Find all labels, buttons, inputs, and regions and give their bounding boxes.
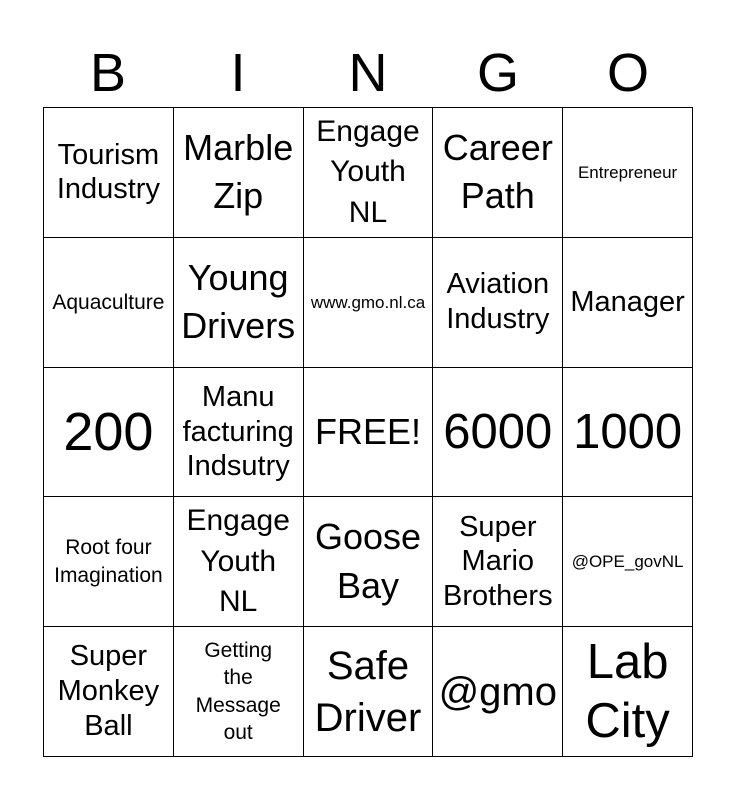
cell-text: FREE! [314, 410, 421, 452]
cell-text: Engage Youth NL [186, 504, 290, 619]
bingo-cell[interactable] [433, 627, 563, 757]
cell-text: Career Path [442, 126, 553, 217]
bingo-cell[interactable] [44, 108, 174, 238]
cell-text: Entrepreneur [577, 162, 678, 182]
cell-text: @OPE_govNL [571, 552, 684, 572]
bingo-cell[interactable] [304, 497, 434, 627]
header-letter-i: I [230, 43, 246, 103]
header-letter-b: B [89, 43, 127, 103]
cell-text: Lab City [585, 634, 670, 748]
header-letter-o: O [606, 43, 649, 103]
bingo-header [43, 40, 693, 106]
bingo-cell[interactable] [174, 497, 304, 627]
header-letter-n: N [348, 43, 388, 103]
cell-text: Tourism Industry [56, 138, 160, 206]
bingo-cell[interactable] [433, 238, 563, 368]
cell-text: Safe Driver [314, 643, 422, 740]
bingo-cell[interactable] [44, 238, 174, 368]
cell-text: Marble Zip [183, 126, 294, 217]
bingo-cell[interactable] [433, 368, 563, 498]
cell-text: Goose Bay [314, 516, 422, 606]
bingo-cell[interactable] [174, 368, 304, 498]
bingo-cell[interactable] [174, 238, 304, 368]
bingo-board [43, 107, 693, 757]
cell-text: Aquaculture [52, 290, 165, 314]
cell-text: Super Monkey Ball [57, 640, 160, 742]
bingo-cell[interactable] [304, 238, 434, 368]
bingo-cell[interactable] [174, 627, 304, 757]
cell-text: Engage Youth NL [316, 114, 420, 229]
cell-text: Super Mario Brothers [442, 510, 553, 613]
free-space-cell[interactable] [304, 368, 434, 498]
cell-text: Getting the Message out [195, 639, 281, 744]
bingo-cell[interactable] [563, 627, 693, 757]
bingo-cell[interactable] [563, 368, 693, 498]
cell-text: Root four Imagination [54, 536, 163, 587]
bingo-cell[interactable] [563, 497, 693, 627]
bingo-cell[interactable] [563, 108, 693, 238]
bingo-cell[interactable] [174, 108, 304, 238]
cell-text: @gmo [438, 669, 557, 714]
bingo-cell[interactable] [44, 368, 174, 498]
cell-text: 1000 [573, 404, 683, 459]
bingo-cell[interactable] [44, 627, 174, 757]
header-letter-g: G [476, 43, 519, 103]
bingo-cell[interactable] [304, 108, 434, 238]
cell-text: Young Drivers [181, 256, 296, 347]
cell-text: 6000 [443, 404, 553, 459]
bingo-cell[interactable] [44, 497, 174, 627]
bingo-cell[interactable] [304, 627, 434, 757]
bingo-cell[interactable] [433, 497, 563, 627]
cell-text: Aviation Industry [446, 268, 550, 336]
cell-text: www.gmo.nl.ca [310, 292, 426, 312]
bingo-cell[interactable] [563, 238, 693, 368]
cell-text: Manu facturing Indsutry [182, 380, 294, 483]
cell-text: 200 [63, 401, 154, 462]
cell-text: Manager [570, 285, 685, 318]
bingo-cell[interactable] [433, 108, 563, 238]
